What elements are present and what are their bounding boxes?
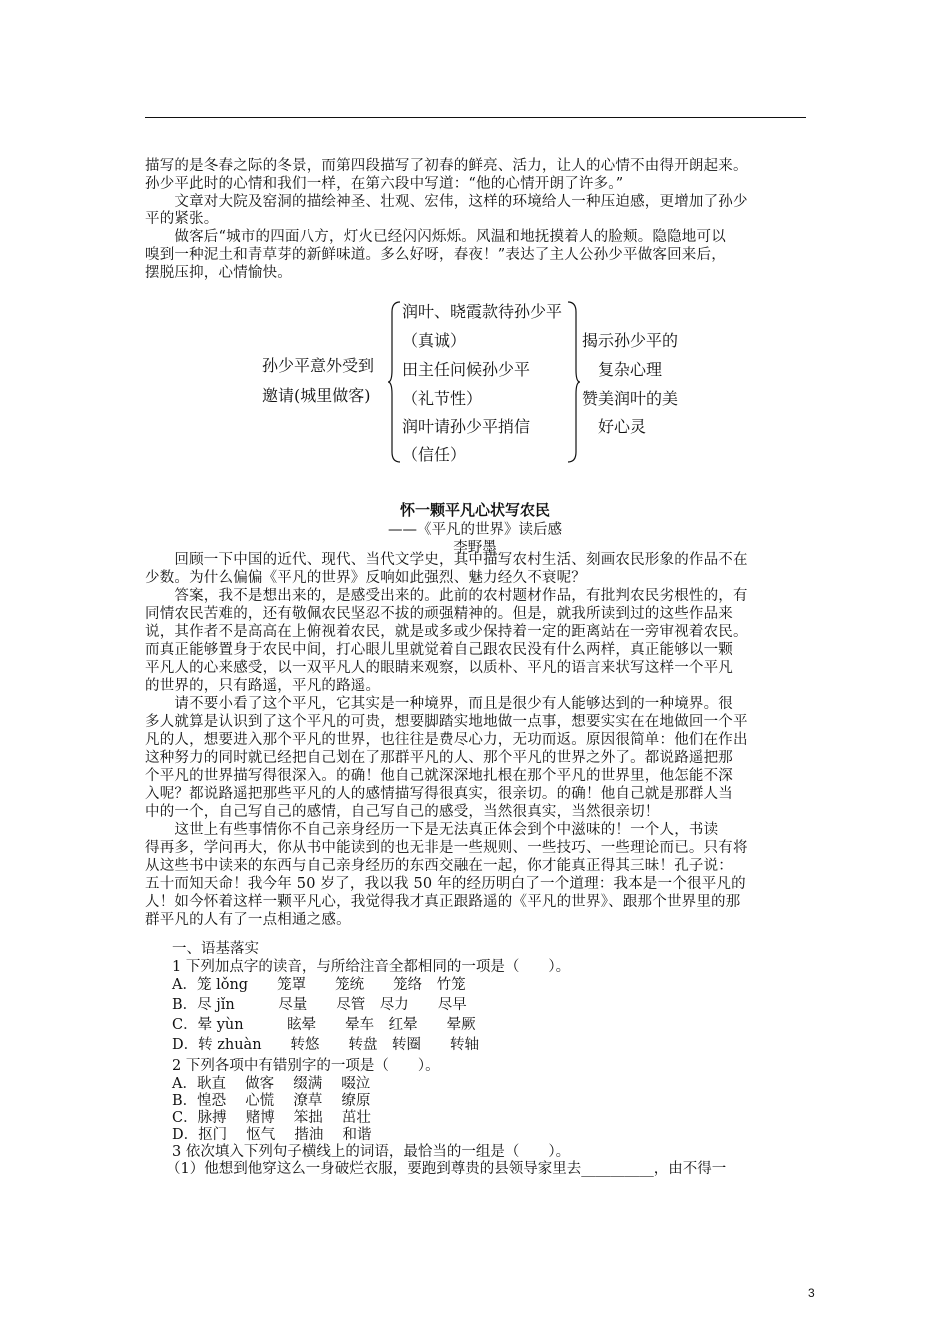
essay-line: 而真正能够置身于农民中间，打心眼儿里就觉着自己跟农民没有什么两样，真正能够以一颗 (145, 642, 733, 658)
essay-line: 入呢？都说路遥把那些平凡的人的感情描写得很真实，很亲切。的确！他自己就是那群人当 (145, 786, 733, 802)
essay-line: 群平凡的人有了一点相通之感。 (145, 912, 351, 928)
diagram-mid-1: 润叶、晓霞款待孙少平 (402, 302, 563, 321)
page-number: 3 (808, 1286, 815, 1300)
q2-option-b: B．惶恐 心慌 潦草 缭原 (172, 1093, 371, 1109)
continued-line: 描写的是冬春之际的冬景，而第四段描写了初春的鲜亮、活力，让人的心情不由得开朗起来。 (145, 158, 748, 174)
q1-option-d: D．转 zhuàn 转悠 转盘 转圈 转轴 (172, 1037, 480, 1053)
section-heading: 一、语基落实 (172, 941, 259, 957)
diagram-right-2: 复杂心理 (598, 360, 663, 379)
question-2: 2 下列各项中有错别字的一项是（ ）。 (172, 1058, 440, 1074)
question-3-item-1: （1）他想到他穿这么一身破烂衣服，要跑到尊贵的县领导家里去__________，由不得一 (166, 1161, 727, 1177)
continued-line: 平的紧张。 (145, 211, 219, 228)
essay-line: 平凡人的心来感受，以一双平凡人的眼睛来观察，以质朴、平凡的语言来状写这样一个平凡 (145, 660, 733, 676)
essay-line: 五十而知天命！我今年 50 岁了，我以我 50 年的经历明白了一个道理：我本是一个很平凡的 (145, 876, 746, 892)
diagram-mid-2: （真诚） (402, 331, 467, 350)
essay-title: 怀一颗平凡心状写农民 (399, 501, 550, 519)
header-rule (145, 117, 806, 118)
essay-line: 请不要小看了这个平凡，它其实是一种境界，而且是很少有人能够达到的一种境界。很 (145, 696, 733, 712)
question-3: 3 依次填入下列句子横线上的词语，最恰当的一组是（ ）。 (172, 1144, 571, 1160)
essay-line: 这种努力的同时就已经把自己划在了那群平凡的人、那个平凡的世界之外了。都说路遥把那 (145, 750, 733, 766)
essay-line: 人！如今怀着这样一颗平凡心，我觉得我才真正跟路遥的《平凡的世界》、跟那个世界里的那 (145, 894, 741, 910)
essay-line: 凡的人，想要进入那个平凡的世界，也往往是费尽心力，无功而返。原因很简单：他们在作出 (145, 732, 748, 748)
essay-subtitle: ——《平凡的世界》读后感 (388, 522, 562, 538)
left-brace (388, 300, 402, 465)
diagram-mid-4: （礼节性） (402, 389, 483, 408)
essay-line: 答案，我不是想出来的，是感受出来的。此前的农村题材作品，有批判农民劣根性的，有 (145, 588, 748, 604)
essay-line: 回顾一下中国的近代、现代、当代文学史，其中描写农村生活、刻画农民形象的作品不在 (145, 552, 748, 568)
essay-line: 同情农民苦难的，还有敬佩农民坚忍不拔的顽强精神的。但是，就我所读到过的这些作品来 (145, 606, 733, 622)
q1-option-c: C．晕 yùn 眩晕 晕车 红晕 晕厥 (172, 1017, 476, 1033)
diagram-right-3: 赞美润叶的美 (582, 389, 679, 408)
q1-option-a: A．笼 lǒng 笼罩 笼统 笼络 竹笼 (172, 977, 466, 993)
continued-line: 摆脱压抑，心情愉快。 (145, 264, 292, 281)
diagram-left-line-2: 邀请(城里做客) (262, 386, 371, 405)
question-1: 1 下列加点字的读音，与所给注音全都相同的一项是（ ）。 (172, 959, 571, 975)
essay-author: 李野墨 (453, 540, 497, 556)
diagram-right-4: 好心灵 (598, 417, 647, 436)
essay-line: 得再多，学问再大，你从书中能读到的也无非是一些规则、一些技巧、一些理论而已。只有将 (145, 840, 748, 856)
q1-option-b: B．尽 jǐn 尽量 尽管 尽力 尽早 (172, 997, 467, 1013)
essay-line: 中的一个，自己写自己的感情，自己写自己的感受，当然很真实，当然很亲切！ (145, 804, 660, 820)
essay-line: 少数。为什么偏偏《平凡的世界》反响如此强烈、魅力经久不衰呢？ (145, 570, 586, 586)
right-brace (566, 300, 580, 465)
continued-line: 嗅到一种泥土和青草芽的新鲜味道。多么好呀，春夜！”表达了主人公孙少平做客回来后， (145, 247, 726, 263)
diagram-mid-6: （信任） (402, 445, 467, 464)
essay-line: 个平凡的世界描写得很深入。的确！他自己就深深地扎根在那个平凡的世界里，他怎能不深 (145, 768, 733, 784)
essay-line: 的世界的，只有路遥，平凡的路遥。 (145, 678, 381, 694)
essay-line: 多人就算是认识到了这个平凡的可贵，想要脚踏实地地做一点事，想要实实在在地做回一个平 (145, 714, 748, 730)
essay-line: 说，其作者不是高高在上俯视着农民，就是或多或少保持着一定的距离站在一旁审视着农民。 (145, 624, 748, 640)
diagram-right-1: 揭示孙少平的 (582, 331, 679, 350)
diagram-mid-3: 田主任问候孙少平 (402, 360, 531, 379)
continued-line: 做客后“城市的四面八方，灯火已经闪闪烁烁。风温和地抚摸着人的脸颊。隐隐地可以 (145, 229, 726, 246)
q2-option-a: A．耿直 做客 缀满 啜泣 (172, 1076, 371, 1092)
q2-option-d: D．抠门 怄气 揩油 和谐 (172, 1127, 372, 1143)
essay-line: 这世上有些事情你不自己亲身经历一下是无法真正体会到个中滋味的！一个人，书读 (145, 822, 719, 838)
continued-line: 文章对大院及窑洞的描绘神圣、壮观、宏伟，这样的环境给人一种压迫感，更增加了孙少 (145, 193, 748, 210)
continued-line: 孙少平此时的心情和我们一样，在第六段中写道：“他的心情开朗了许多。” (145, 175, 624, 192)
diagram-left-line-1: 孙少平意外受到 (262, 356, 375, 375)
diagram-mid-5: 润叶请孙少平捎信 (402, 417, 531, 436)
essay-line: 从这些书中读来的东西与自己亲身经历的东西交融在一起，你才能真正得其三昧！孔子说： (145, 858, 733, 874)
q2-option-c: C．脉搏 赌博 笨拙 茁壮 (172, 1110, 371, 1126)
